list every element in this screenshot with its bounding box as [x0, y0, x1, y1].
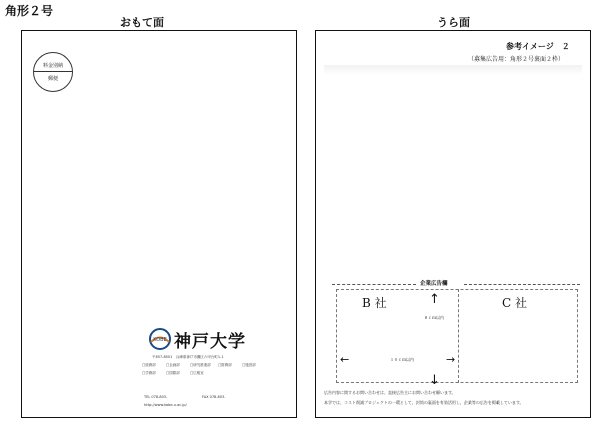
- arrow-up-icon: ↑: [429, 292, 440, 307]
- website-url: http://www.kobe-u.ac.jp/: [144, 403, 187, 407]
- envelope-back: [315, 30, 591, 418]
- arrow-left-icon: ←: [340, 353, 350, 366]
- logo-text: KOBE: [153, 337, 167, 343]
- ad-inquiry-note: 広告内容に関するお問い合わせは、直接広告主にお問い合わせ願います。: [324, 390, 456, 395]
- department-item: □企画部: [166, 363, 180, 367]
- ad-slot-divider: [458, 289, 459, 383]
- ad-section-heading: 企業広告欄: [420, 281, 448, 287]
- department-item: □学務部: [142, 371, 156, 375]
- ad-heading-rule-right: [464, 284, 580, 285]
- university-address: 〒657-8501 兵庫県神戸市灘区六甲台町1-1: [152, 355, 224, 359]
- ad-slot-company-b: B 社: [362, 296, 387, 310]
- department-item: □施設部: [242, 363, 256, 367]
- ad-heading-rule-left: [332, 284, 416, 285]
- arrow-right-icon: →: [446, 353, 456, 366]
- postage-stamp-mark: [33, 52, 73, 92]
- page-title: 角形２号: [5, 4, 54, 18]
- university-logo-icon: [147, 327, 173, 351]
- back-side-label: うら面: [437, 16, 470, 29]
- ad-program-note: 本学では、コスト削減プロジェクトの一環として、封筒の裏面を有効活用し、企業等の広告を掲載しています。: [324, 400, 524, 405]
- stamp-divider: [34, 71, 72, 72]
- ad-slot-company-c: C 社: [502, 296, 527, 310]
- front-side-label: おもて面: [120, 16, 164, 29]
- department-item: □総務部: [142, 363, 156, 367]
- fax-number: FAX 078-803-: [202, 395, 226, 399]
- university-name: 神戸大学: [174, 332, 246, 352]
- stamp-text-bottom: 郵便: [47, 76, 58, 82]
- tel-number: TEL 078-803-: [144, 395, 168, 399]
- reference-subtitle: （募集広告用：角形２号裏面２枠）: [468, 56, 565, 63]
- width-dimension: １０ｃｍ以内: [390, 357, 414, 362]
- department-item: □広報室: [190, 371, 204, 375]
- envelope-front: [21, 30, 297, 418]
- department-item: □国際部: [166, 371, 180, 375]
- department-item: □財務部: [218, 363, 232, 367]
- stamp-text-top: 料金別納: [42, 63, 63, 69]
- flap-shading: [324, 65, 582, 75]
- department-item: □研究推進部: [190, 363, 211, 367]
- reference-title: 参考イメージ ２: [506, 42, 570, 51]
- height-dimension: ８ｃｍ以内: [424, 315, 444, 320]
- arrow-down-icon: ↓: [429, 373, 440, 388]
